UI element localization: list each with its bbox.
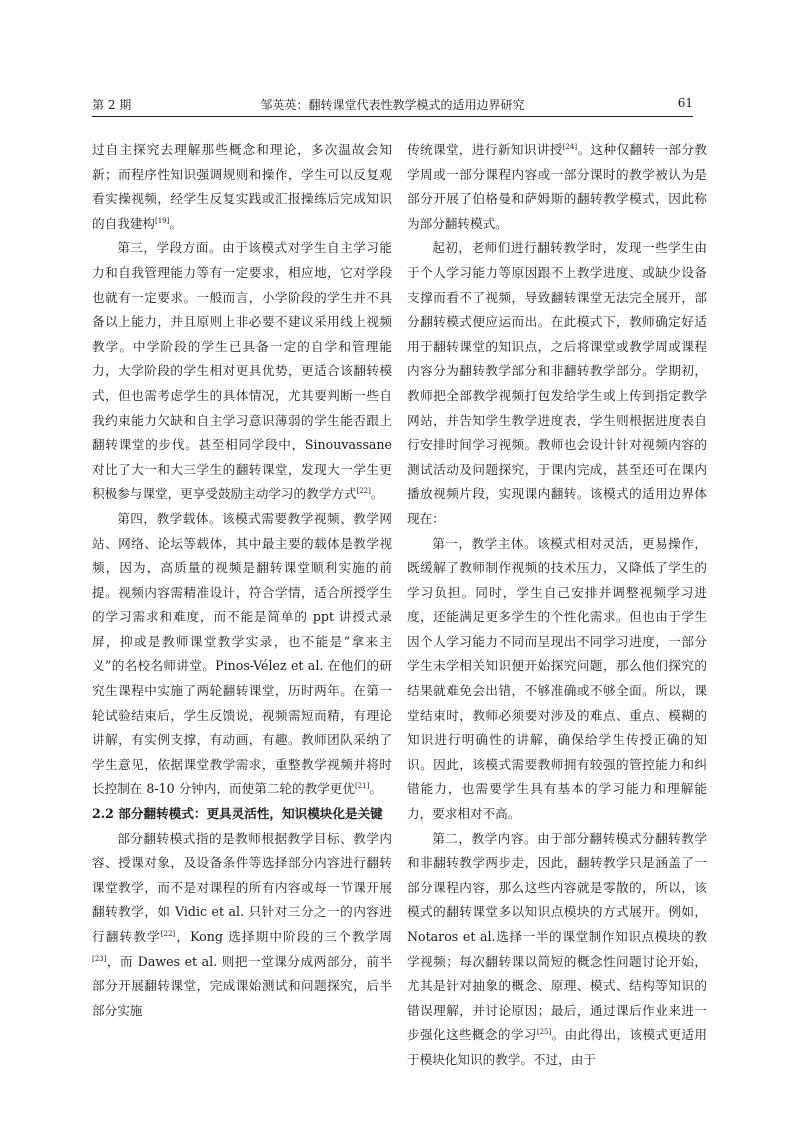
paragraph: 第二，教学内容。由于部分翻转模式分翻转教学和非翻转教学两步走，因此，翻转教学只是涵盖了一部分课程内容，那么这些内容就是零散的，所以，该模式的翻转课堂多以知识点模块的方式展开。例如，Notaros et al.选择一半的课堂制作知识点模块的教学视频；每次翻转课以简短的概念性问题讨论开始，尤其是针对抽象的概念、原理、模式、结构等知识的错误理解，并讨论原因；最后，通过课后作业来进一步强化这些概念的学习[25]。由此得出，该模式更适用于模块化知识的教学。不过，由于 — [407, 830, 708, 1067]
right-column — [407, 138, 707, 1073]
citation: [22] — [356, 487, 371, 496]
paragraph: 传统课堂，进行新知识讲授[24]。这种仅翻转一部分教学周或一部分课程内容或一部分课时的教学被认为是部分开展了伯格曼和萨姆斯的翻转教学模式，因此称为部分翻转模式。 — [407, 142, 708, 231]
paragraph: 第一，教学主体。该模式相对灵活，更易操作，既缓解了教师制作视频的技术压力，又降低了学生的学习负担。同时，学生自己安排并调整视频学习进度，还能满足更多学生的个性化需求。但也由于学生因个人学习能力不同而呈现出不同学习进度，一部分学生未学相关知识便开始探究问题，那么他们探究的结果就难免会出错，不够准确或不够全面。所以，课堂结束时，教师必须要对涉及的难点、重点、模糊的知识进行明确性的讲解，确保给学生传授正确的知识。因此，该模式需要教师拥有较强的管控能力和纠错能力，也需要学生具有基本的学习能力和理解能力，要求相对不高。 — [407, 535, 707, 822]
paragraph: 部分翻转模式指的是教师根据教学目标、教学内容、授课对象，及设备条件等选择部分内容进行翻转课堂教学，而不是对课程的所有内容或每一节课开展翻转教学，如 Vidic et al. 只针对三分之一的内容进行翻转教学[22]，Kong 选择期中阶段的三个教学周[23]，而 Dawes et al. 则把一堂课分成两部分，前半部分开展翻转课堂，完成课始测试和问题探究，后半部分实施 — [92, 830, 393, 1018]
paragraph: 第三，学段方面。由于该模式对学生自主学习能力和自我管理能力等有一定要求，相应地，它对学段也就有一定要求。一般而言，小学阶段的学生并不具备以上能力，并且原则上非必要不建议采用线上视频教学。中学阶段的学生已具备一定的自学和管理能力，大学阶段的学生相对更具优势，更适合该翻转模式，但也需考虑学生的具体情况，尤其要判断一些自我约束能力欠缺和自主学习意识薄弱的学生能否跟上翻转课堂的步伐。甚至相同学段中，Sinouvassane 对比了大一和大三学生的翻转课堂，发现大一学生更积极参与课堂，更享受鼓励主动学习的教学方式[22]。 — [92, 240, 392, 502]
left-column — [92, 138, 392, 1023]
citation: [24] — [562, 142, 578, 151]
paragraph: 起初，老师们进行翻转教学时，发现一些学生由于个人学习能力等原因跟不上教学进度、或缺少设备支撑而看不了视频，导致翻转课堂无法完全展开，部分翻转模式便应运而出。在此模式下，教师确定好适用于翻转课堂的知识点，之后将课堂或教学周或课程内容分为翻转教学部分和非翻转教学部分。学期初，教师把全部教学视频打包发给学生或上传到指定教学网站，并告知学生教学进度表，学生则根据进度表自行安排时间学习视频。教师也会设计针对视频内容的测试活动及问题探究，于课内完成，甚至还可在课内播放视频片段，实现课内翻转。该模式的适用边界体现在： — [407, 240, 707, 526]
citation: [22] — [160, 929, 176, 938]
citation: [21] — [355, 782, 370, 791]
citation: [23] — [92, 954, 107, 963]
issue-number: 第 2 期 — [92, 98, 132, 112]
paragraph: 第四，教学载体。该模式需要教学视频、教学网站、网络、论坛等载体，其中最主要的载体是教学视频，因为，高质量的视频是翻转课堂顺利实施的前提。视频内容需精准设计，符合学情，适合所授学生的学习需求和难度，而不能是简单的 ppt 讲授式录屏，抑或是教师课堂教学实录，也不能是“拿来主义”的名校名师讲堂。Pinos-Vélez et al. 在他们的研究生课程中实施了两轮翻转课堂，历时两年。在第一轮试验结束后，学生反馈说，视频需短而精，有理论讲解，有实例支撑，有动画，有趣。教师团队采纳了学生意见，依据课堂教学需求，重整教学视频并将时长控制在 8-10 分钟内，而使第二轮的教学更优[21]。 — [92, 510, 392, 797]
running-header — [92, 94, 693, 117]
citation: [25] — [536, 1028, 552, 1037]
paragraph: 过自主探究去理解那些概念和理论，多次温故会知新；而程序性知识强调规则和操作，学生可以反复观看实操视频，经学生反复实践或汇报操练后完成知识的自我建构[19]。 — [92, 142, 392, 231]
section-heading: 2.2 部分翻转模式：更具灵活性，知识模块化是关键 — [92, 806, 383, 822]
page-number: 61 — [677, 96, 693, 110]
citation: [19] — [154, 216, 170, 225]
running-title: 邹英英：翻转课堂代表性教学模式的适用边界研究 — [260, 98, 525, 112]
